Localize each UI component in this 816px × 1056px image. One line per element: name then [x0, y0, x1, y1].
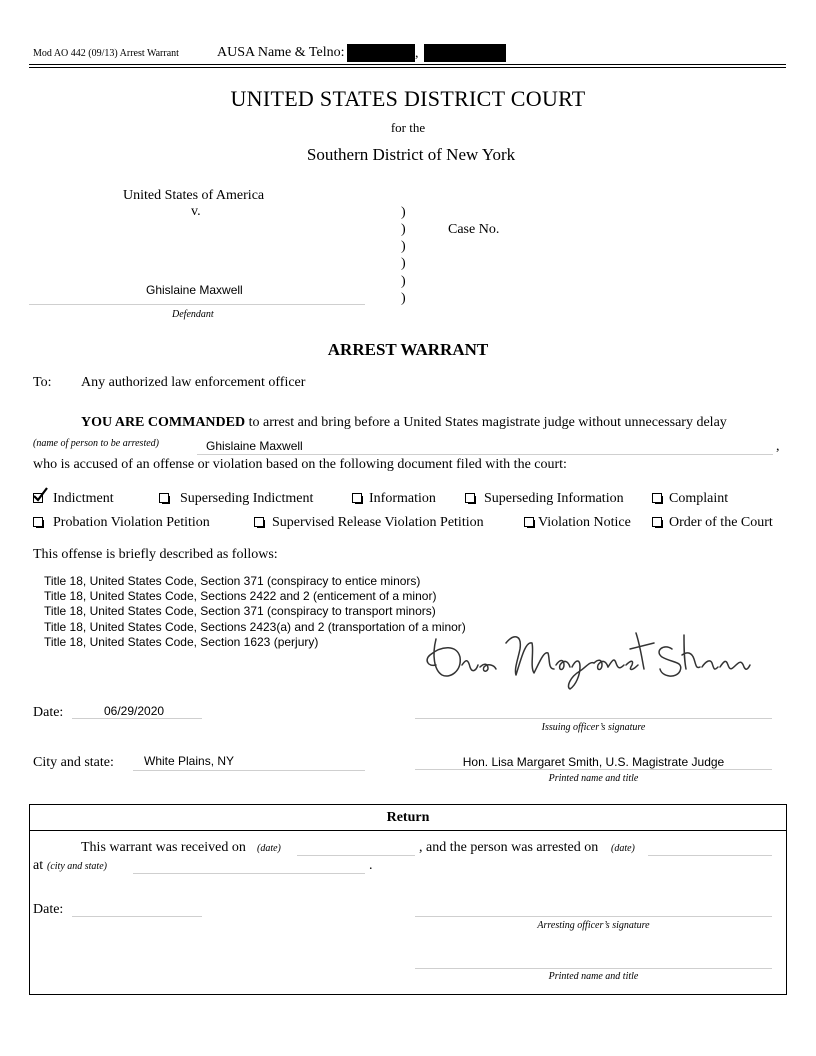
- to-label: To:: [33, 375, 52, 390]
- issuance-date-label: Date:: [33, 705, 64, 720]
- command-emphasis: YOU ARE COMMANDED: [81, 415, 246, 430]
- checkbox-label: Probation Violation Petition: [53, 515, 210, 530]
- arrested-text: , and the person was arrested on: [419, 840, 599, 855]
- checkbox-information[interactable]: [352, 489, 452, 509]
- ausa-separator: ,: [415, 46, 419, 61]
- warrant-title: ARREST WARRANT: [327, 340, 489, 359]
- checkbox-icon: [524, 517, 534, 527]
- return-date-label: Date:: [33, 902, 64, 917]
- printed-name-caption: Printed name and title: [548, 773, 639, 784]
- arresting-printed-name-line[interactable]: [415, 968, 772, 969]
- checkmark-icon: [33, 487, 49, 503]
- checkbox-label: Information: [369, 491, 436, 506]
- accused-text: who is accused of an offense or violation based on the following document filed with the court:: [33, 457, 567, 472]
- checkbox-superseding-information[interactable]: [465, 489, 640, 509]
- return-title-rule: [29, 830, 787, 831]
- person-label: (name of person to be arrested): [33, 438, 159, 449]
- offense-intro: This offense is briefly described as follows:: [33, 547, 278, 562]
- checkbox-icon: [465, 493, 475, 503]
- caption-paren: ): [401, 274, 406, 289]
- checkbox-icon: [254, 517, 264, 527]
- city-state-field[interactable]: White Plains, NY: [144, 754, 235, 768]
- arrestee-name-field[interactable]: Ghislaine Maxwell: [206, 439, 303, 453]
- defendant-field-line: [29, 304, 365, 305]
- checkbox-violation-notice[interactable]: [524, 513, 644, 533]
- checkbox-label: Violation Notice: [538, 515, 631, 530]
- checkbox-label: Superseding Information: [484, 491, 624, 506]
- issuance-date-field[interactable]: 06/29/2020: [104, 704, 165, 718]
- offense-line: Title 18, United States Code, Sections 2422 and 2 (enticement of a minor): [44, 589, 437, 604]
- defendant-name-field[interactable]: Ghislaine Maxwell: [146, 283, 243, 297]
- checkbox-superseding-indictment[interactable]: [159, 489, 329, 509]
- checkbox-icon: [652, 493, 662, 503]
- arresting-printed-name-caption: Printed name and title: [548, 971, 639, 982]
- arrestee-comma: ,: [776, 439, 780, 454]
- issuing-signature-line: [415, 718, 772, 719]
- judge-printed-name[interactable]: Hon. Lisa Margaret Smith, U.S. Magistrate Judge: [462, 755, 725, 769]
- issuing-signature-caption: Issuing officer’s signature: [541, 722, 646, 733]
- arrestee-field-line: [197, 454, 773, 455]
- caption-paren: ): [401, 205, 406, 220]
- checkbox-label: Indictment: [53, 491, 114, 506]
- arrest-city-field[interactable]: [133, 873, 365, 874]
- offense-line: Title 18, United States Code, Sections 2423(a) and 2 (transportation of a minor): [44, 619, 466, 634]
- command-text: [81, 415, 727, 431]
- offense-description-field[interactable]: [44, 574, 466, 650]
- to-value: Any authorized law enforcement officer: [81, 375, 306, 390]
- defendant-label: Defendant: [172, 309, 214, 320]
- city-state-line: [133, 770, 365, 771]
- caption-paren: ): [401, 239, 406, 254]
- return-title: Return: [386, 810, 430, 825]
- arresting-signature-line[interactable]: [415, 916, 772, 917]
- return-box: [29, 804, 787, 995]
- header-rule: [29, 64, 786, 65]
- command-body: to arrest and bring before a United States magistrate judge without unnecessary delay: [245, 415, 727, 430]
- checkbox-icon: [652, 517, 662, 527]
- received-date-field[interactable]: [297, 855, 415, 856]
- return-date-field[interactable]: [72, 916, 202, 917]
- checkbox-supervised-release-violation-petition[interactable]: [254, 513, 504, 533]
- arrested-date-hint: (date): [611, 843, 635, 854]
- caption-paren: ): [401, 256, 406, 271]
- redaction-bar: [347, 44, 415, 62]
- at-text: at: [33, 858, 44, 873]
- checkbox-label: Supervised Release Violation Petition: [272, 515, 484, 530]
- checkbox-order-of-the-court[interactable]: [652, 513, 782, 533]
- plaintiff-name: United States of America: [123, 188, 265, 203]
- offense-line: Title 18, United States Code, Section 1623 (perjury): [44, 634, 319, 649]
- district-name: Southern District of New York: [306, 145, 516, 164]
- checkbox-icon: [159, 493, 169, 503]
- checkbox-complaint[interactable]: [652, 489, 742, 509]
- arrest-city-hint: (city and state): [47, 861, 107, 872]
- checkbox-label: Order of the Court: [669, 515, 773, 530]
- court-title: UNITED STATES DISTRICT COURT: [230, 86, 586, 111]
- for-the-label: for the: [390, 120, 426, 135]
- checkbox-icon: [33, 517, 43, 527]
- arresting-signature-caption: Arresting officer’s signature: [537, 920, 650, 931]
- received-text: This warrant was received on: [81, 840, 246, 855]
- offense-line: Title 18, United States Code, Section 371 (conspiracy to transport minors): [44, 604, 436, 619]
- arrested-date-field[interactable]: [648, 855, 772, 856]
- ausa-label: AUSA Name & Telno:: [217, 45, 345, 60]
- arrest-city-period: .: [369, 858, 373, 873]
- checkbox-probation-violation-petition[interactable]: [33, 513, 233, 533]
- city-state-label: City and state:: [33, 755, 114, 770]
- checkbox-label: Complaint: [669, 491, 729, 506]
- caption-paren: ): [401, 222, 406, 237]
- offense-line: Title 18, United States Code, Section 371 (conspiracy to entice minors): [44, 574, 421, 588]
- form-id: Mod AO 442 (09/13) Arrest Warrant: [33, 48, 179, 59]
- printed-name-line: [415, 769, 772, 770]
- checkbox-icon: [352, 493, 362, 503]
- issuance-date-line: [72, 718, 202, 719]
- case-number-label: Case No.: [448, 222, 500, 237]
- handwritten-signature: [422, 625, 762, 695]
- redaction-bar: [424, 44, 506, 62]
- received-date-hint: (date): [257, 843, 281, 854]
- header-rule: [29, 67, 786, 68]
- caption-paren: ): [401, 291, 406, 306]
- checkbox-label: Superseding Indictment: [180, 491, 314, 506]
- checkbox-indictment[interactable]: [33, 489, 143, 509]
- versus-label: v.: [191, 204, 201, 219]
